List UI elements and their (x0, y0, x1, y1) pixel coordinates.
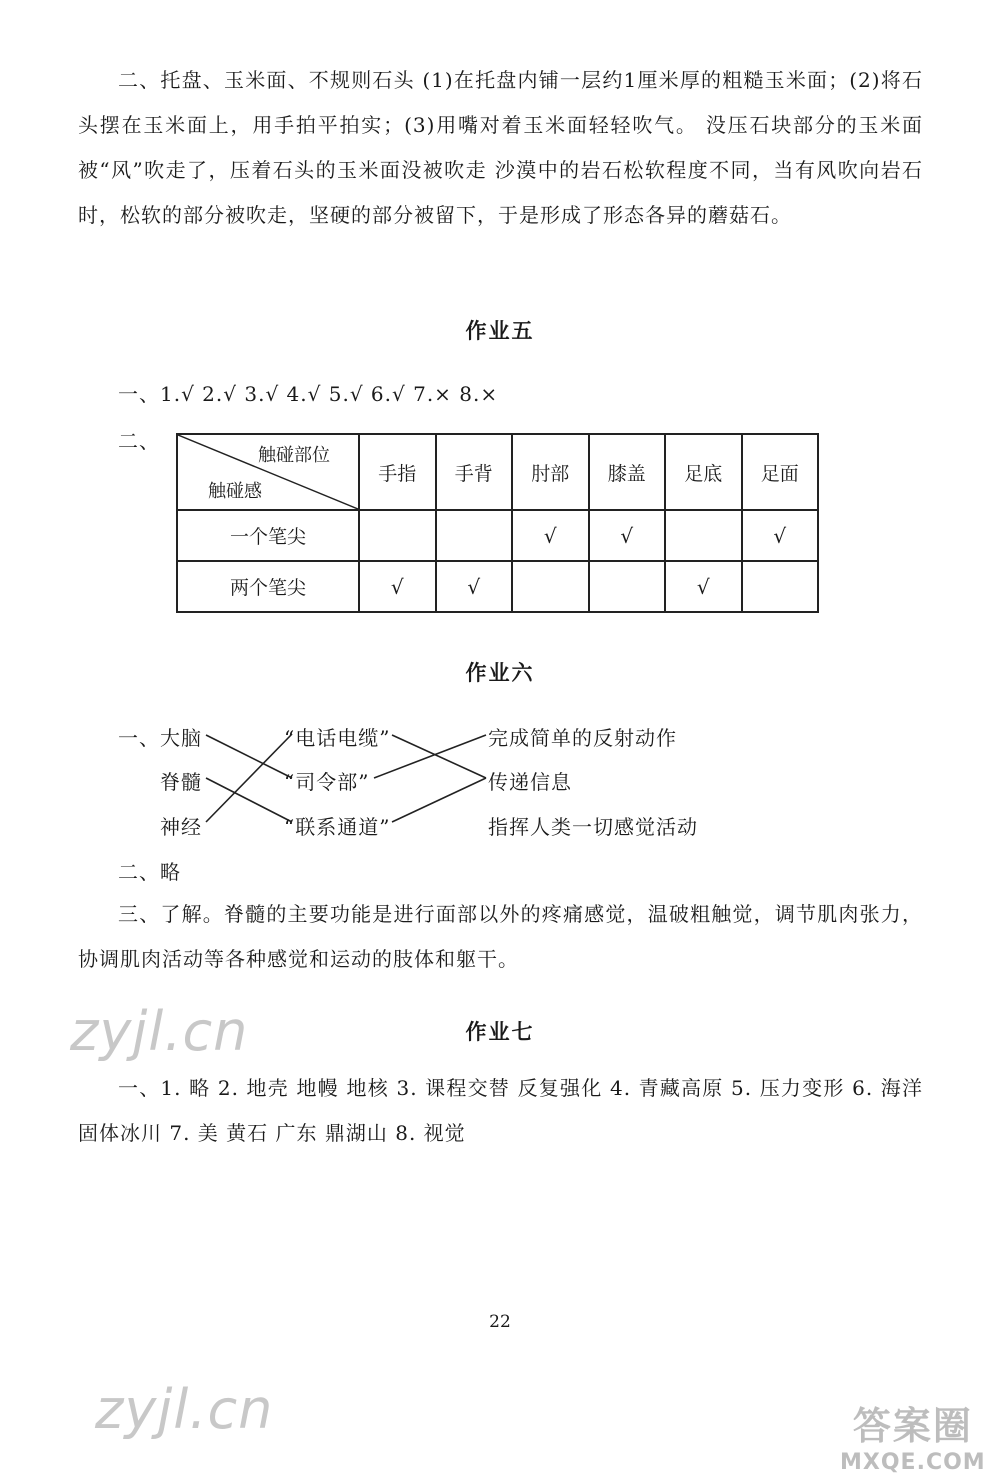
match-left-item: 脊髓 (160, 770, 202, 794)
table-cell: √ (742, 510, 819, 561)
match-left-item: 大脑 (160, 726, 202, 750)
logo-url: MXQE.COM (840, 1450, 986, 1475)
match-line (392, 735, 486, 778)
table-cell (359, 510, 436, 561)
hw6-q1-prefix: 一、 (118, 726, 160, 750)
watermark-text: zyjl.cn (70, 1000, 249, 1063)
match-line (374, 735, 486, 778)
column-header: 肘部 (512, 434, 589, 510)
section-title-hw5: 作业五 (465, 319, 535, 343)
hw7-q1-paragraph (78, 1066, 923, 1156)
logo-chars: 答案圈 (852, 1404, 973, 1448)
row-label: 两个笔尖 (177, 561, 359, 612)
corner-top-label: 触碰部位 (258, 445, 330, 466)
paragraph-text: 三、了解。脊髓的主要功能是进行面部以外的疼痛感觉，温破粗触觉，调节肌肉张力，协调肌肉活动等各种感觉和运动的肢体和躯干。 (78, 902, 923, 971)
table-cell (742, 561, 819, 612)
table-cell: √ (512, 510, 589, 561)
paragraph-text: 二、托盘、玉米面、不规则石头 (1)在托盘内铺一层约1厘米厚的粗糙玉米面；(2)将石头摆在玉米面上，用手拍平拍实；(3)用嘴对着玉米面轻轻吹气。 没压石块部分的玉米面被“风”吹走了，压着石头的玉米面没被吹走 沙漠中的岩石松软程度不同，当有风吹向岩石时，松软的部分被吹走，坚硬的部分被留下，于是形成了形态各异的蘑菇石。 (78, 68, 923, 227)
match-line (206, 734, 292, 822)
table-row (177, 510, 818, 561)
table-cell (589, 561, 666, 612)
table-corner-cell (177, 434, 359, 510)
row-label: 一个笔尖 (177, 510, 359, 561)
table-cell: √ (359, 561, 436, 612)
site-logo (840, 1395, 986, 1475)
table-cell (436, 510, 513, 561)
table-row (177, 561, 818, 612)
table-cell (665, 510, 742, 561)
match-middle-item: “司令部” (284, 770, 370, 794)
page-number: 22 (489, 1312, 511, 1332)
touch-table (176, 433, 819, 613)
table-cell: √ (665, 561, 742, 612)
column-header: 膝盖 (589, 434, 666, 510)
match-middle-item: “电话电缆” (284, 726, 391, 750)
match-right-item: 完成简单的反射动作 (488, 726, 677, 750)
match-line (392, 778, 486, 822)
watermark-text: zyjl.cn (95, 1378, 274, 1441)
match-middle-item: “联系通道” (284, 815, 391, 839)
table-cell: √ (436, 561, 513, 612)
match-line (206, 778, 292, 822)
hw5-q1-answers: 一、1.√ 2.√ 3.√ 4.√ 5.√ 6.√ 7.× 8.× (118, 382, 499, 406)
answer-paragraph-prev (78, 58, 923, 238)
match-line (206, 735, 292, 778)
match-right-item: 传递信息 (488, 770, 572, 794)
match-right-item: 指挥人类一切感觉活动 (488, 815, 698, 839)
column-header: 手背 (436, 434, 513, 510)
paragraph-text: 一、1. 略 2. 地壳 地幔 地核 3. 课程交替 反复强化 4. 青藏高原 5. 压力变形 6. 海洋 固体冰川 7. 美 黄石 广东 鼎湖山 8. 视觉 (78, 1076, 923, 1145)
column-header: 足底 (665, 434, 742, 510)
column-header: 手指 (359, 434, 436, 510)
match-left-item: 神经 (160, 815, 202, 839)
corner-bottom-label: 触碰感 (208, 481, 262, 502)
section-title-hw6: 作业六 (465, 661, 535, 685)
hw5-q2-label: 二、 (118, 429, 160, 453)
column-header: 足面 (742, 434, 819, 510)
hw6-q3-paragraph (78, 892, 923, 982)
section-title-hw7: 作业七 (465, 1020, 535, 1044)
table-cell (512, 561, 589, 612)
hw6-q2: 二、略 (118, 860, 181, 884)
table-cell: √ (589, 510, 666, 561)
